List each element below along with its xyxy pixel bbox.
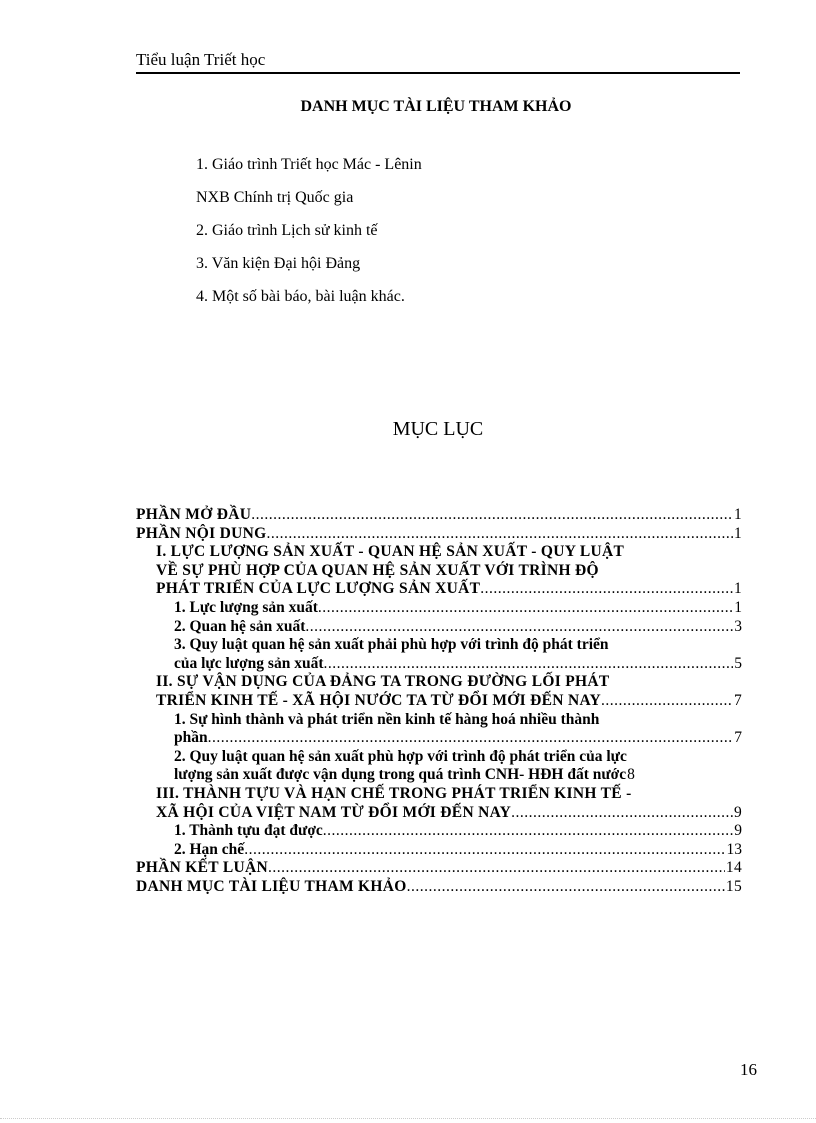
toc-entry-title: TRIỂN KINH TẾ - XÃ HỘI NƯỚC TA TỪ ĐỔI MỚI ĐẾN NAY [156, 691, 602, 709]
toc-entry-title: phần [174, 729, 208, 747]
page-number: 16 [740, 1060, 757, 1079]
toc-entry[interactable] [136, 692, 742, 711]
reference-item: 4. Một số bài báo, bài luận khác. [196, 288, 405, 305]
toc-entry-title: 1. Lực lượng sản xuất [174, 598, 318, 616]
page-edge-divider [0, 1118, 816, 1119]
toc-entry[interactable] [136, 525, 742, 544]
toc-entry-line: VỀ SỰ PHÙ HỢP CỦA QUAN HỆ SẢN XUẤT VỚI TRÌNH ĐỘ [156, 561, 599, 579]
reference-item: 3. Văn kiện Đại hội Đảng [196, 255, 361, 272]
toc-entry[interactable] [136, 599, 742, 618]
toc-entry[interactable] [136, 506, 742, 525]
toc-entry[interactable] [136, 580, 742, 599]
toc-entry[interactable] [136, 859, 742, 878]
toc-entry-title: PHẦN NỘI DUNG [136, 524, 267, 542]
toc-entry-page: 1 [733, 524, 742, 542]
toc-entry-page: 8 [627, 766, 635, 784]
toc-entry-line: 3. Quy luật quan hệ sản xuất phải phù hợp với trình độ phát triển [174, 636, 609, 654]
toc-entry-title: PHÁT TRIỂN CỦA LỰC LƯỢNG SẢN XUẤT [156, 580, 481, 598]
toc-entry-page: 1 [733, 580, 742, 598]
toc-entry-page: 9 [733, 803, 742, 821]
toc-entry-title: của lực lượng sản xuất [174, 654, 324, 672]
header-title: Tiểu luận Triết học [136, 50, 266, 69]
toc-entry[interactable] [136, 618, 742, 637]
toc-entry[interactable] [136, 841, 742, 860]
toc-entry-title: 1. Thành tựu đạt được [174, 822, 323, 840]
toc-entry[interactable] [136, 655, 742, 674]
toc-entry-line: 2. Quy luật quan hệ sản xuất phù hợp với trình độ phát triển của lực [174, 747, 627, 765]
toc-entry-title: 2. Quan hệ sản xuất [174, 617, 306, 635]
toc-entry-line: II. SỰ VẬN DỤNG CỦA ĐẢNG TA TRONG ĐƯỜNG LỐI PHÁT [156, 673, 610, 691]
toc-entry[interactable] [136, 878, 742, 897]
toc-entry-page: 14 [725, 859, 742, 877]
toc-entry-title: XÃ HỘI CỦA VIỆT NAM TỪ ĐỔI MỚI ĐẾN NAY [156, 803, 512, 821]
toc-entry-page: 1 [734, 598, 742, 616]
toc-entry-title: lượng sản xuất được vận dụng trong quá trình CNH- HĐH đất nước [174, 766, 627, 784]
page-header [136, 48, 740, 74]
references-list [196, 154, 422, 319]
reference-item: 1. Giáo trình Triết học Mác - Lênin [196, 156, 422, 173]
toc-entry-title: PHẦN MỞ ĐẦU [136, 506, 252, 523]
toc-entry-title: DANH MỤC TÀI LIỆU THAM KHẢO [136, 877, 407, 895]
reference-item: 2. Giáo trình Lịch sử kinh tế [196, 222, 378, 239]
toc-entry-page: 13 [726, 840, 742, 858]
references-title: DANH MỤC TÀI LIỆU THAM KHẢO [300, 98, 572, 115]
toc-entry-line: III. THÀNH TỰU VÀ HẠN CHẾ TRONG PHÁT TRIỂN KINH TẾ - [156, 784, 632, 802]
toc-entry[interactable] [136, 804, 742, 823]
toc-entry-page: 9 [734, 822, 742, 840]
toc-entry[interactable] [136, 822, 742, 841]
toc-entry-page: 15 [725, 877, 742, 895]
toc-entry-page: 5 [734, 654, 742, 672]
toc-entry[interactable] [136, 729, 742, 748]
toc-title: MỤC LỤC [392, 418, 484, 440]
table-of-contents [136, 506, 742, 896]
toc-entry[interactable] [136, 766, 742, 785]
reference-item: NXB Chính trị Quốc gia [196, 189, 354, 206]
toc-entry-title: 2. Hạn chế [174, 840, 245, 858]
toc-entry-page: 1 [733, 506, 742, 523]
toc-entry-line: I. LỰC LƯỢNG SẢN XUẤT - QUAN HỆ SẢN XUẤT - QUY LUẬT [156, 543, 625, 561]
toc-entry-title: PHẦN KẾT LUẬN [136, 859, 268, 877]
toc-entry-page: 7 [733, 691, 742, 709]
toc-entry-page: 3 [734, 617, 742, 635]
toc-entry-page: 7 [734, 729, 742, 747]
toc-entry-line: 1. Sự hình thành và phát triển nền kinh tế hàng hoá nhiều thành [174, 710, 600, 728]
